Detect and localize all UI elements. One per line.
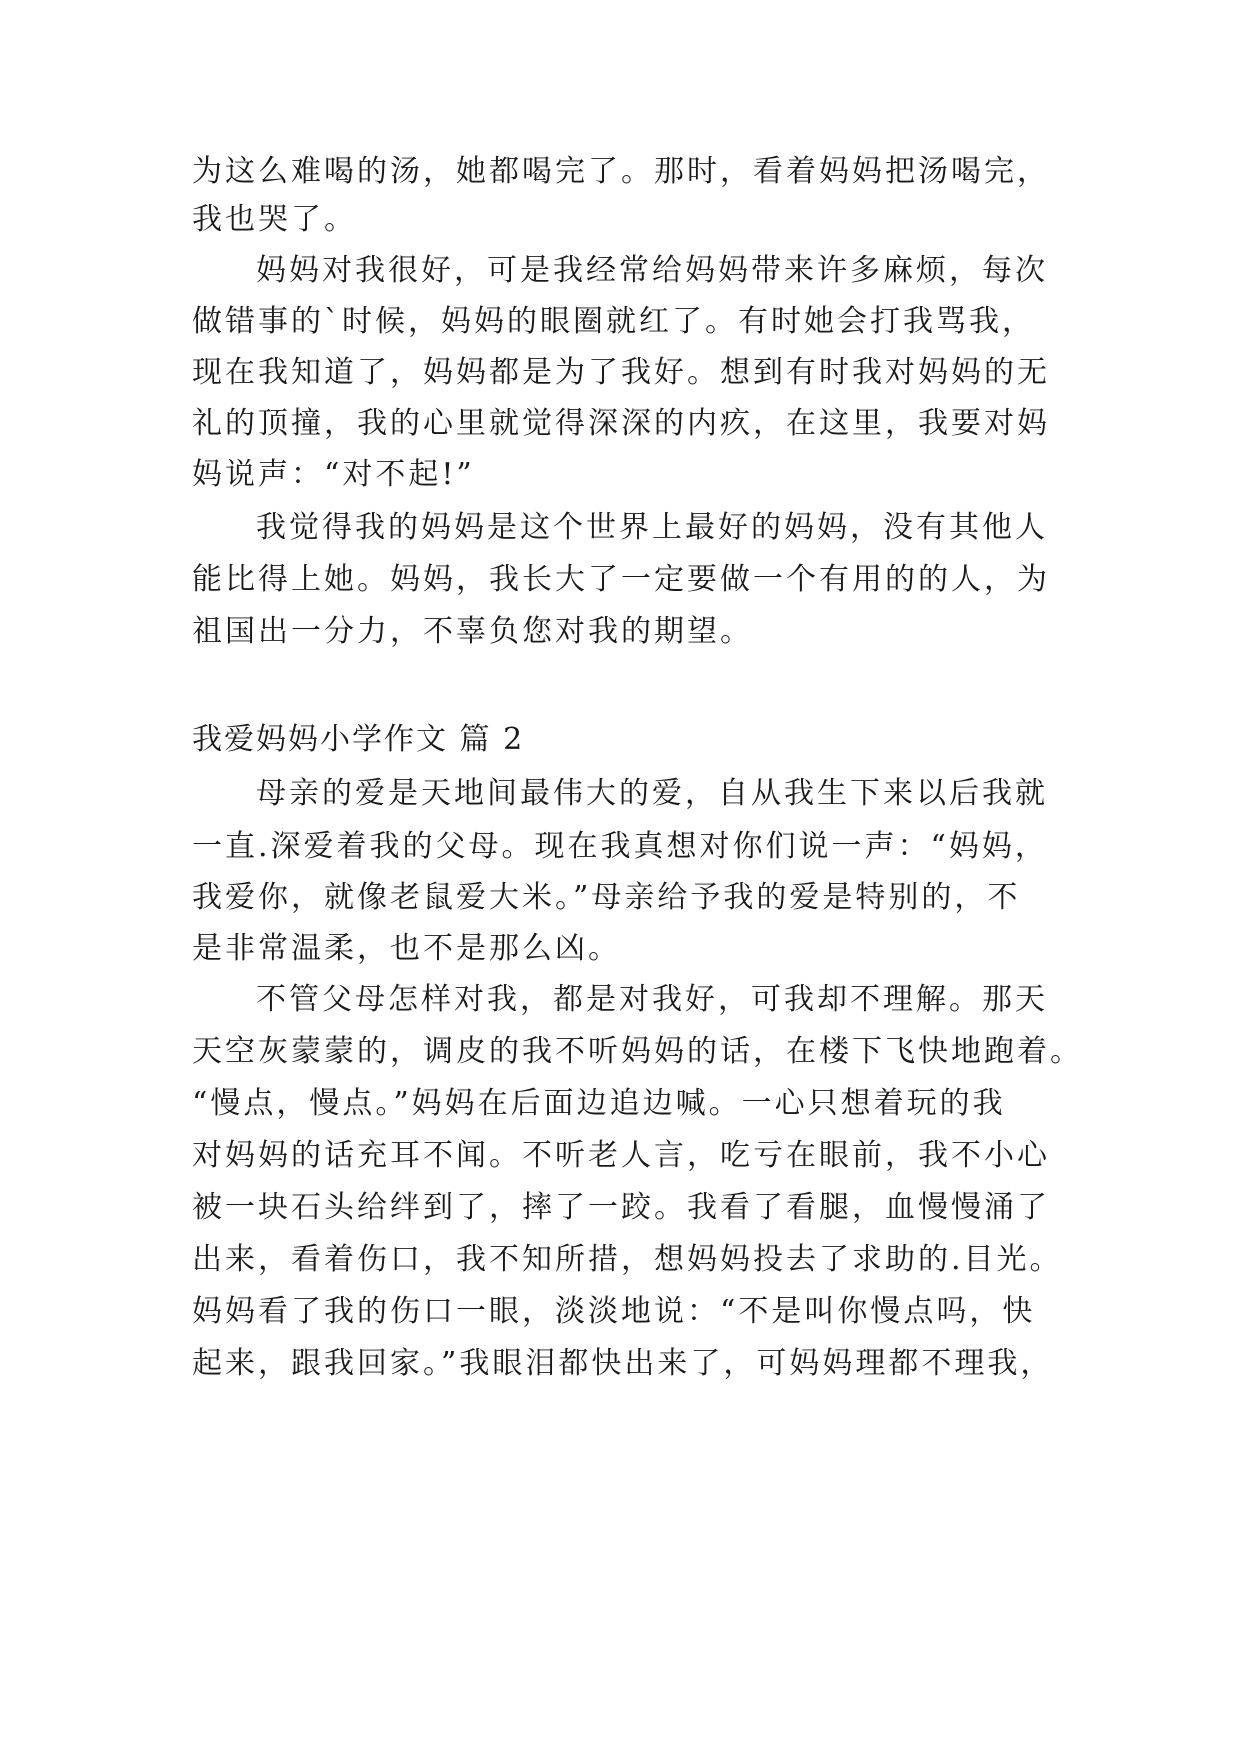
text-line: 妈妈看了我的伤口一眼，淡淡地说：“不是叫你慢点吗，快 <box>192 1294 1036 1329</box>
text-line: 是非常温柔，也不是那么凶。 <box>192 931 621 966</box>
text-line: 现在我知道了，妈妈都是为了我好。想到有时我对妈妈的无 <box>192 355 1050 390</box>
paragraph-first-line: 我觉得我的妈妈是这个世界上最好的妈妈，没有其他人 <box>256 510 1048 545</box>
text-line: 做错事的`时候，妈妈的眼圈就红了。有时她会打我骂我， <box>192 304 1035 339</box>
text-line: 天空灰蒙蒙的，调皮的我不听妈妈的话，在楼下飞快地跑着。 <box>192 1034 1083 1069</box>
text-line: 起来，跟我回家。”我眼泪都快出来了，可妈妈理都不理我， <box>192 1346 1054 1381</box>
text-line: 我爱你，就像老鼠爱大米。”母亲给予我的爱是特别的，不 <box>192 880 1021 915</box>
text-line: 为这么难喝的汤，她都喝完了。那时，看着妈妈把汤喝完， <box>192 154 1050 189</box>
paragraph-first-line: 妈妈对我很好，可是我经常给妈妈带来许多麻烦，每次 <box>256 253 1048 288</box>
text-line: 我也哭了。 <box>192 202 357 237</box>
paragraph-first-line: 不管父母怎样对我，都是对我好，可我却不理解。那天 <box>256 982 1048 1017</box>
text-line: 能比得上她。妈妈，我长大了一定要做一个有用的的人，为 <box>192 562 1050 597</box>
section-title: 我爱妈妈小学作文 篇 2 <box>192 722 525 757</box>
text-line: 对妈妈的话充耳不闻。不听老人言，吃亏在眼前，我不小心 <box>192 1138 1050 1173</box>
text-line: 被一块石头给绊到了，摔了一跤。我看了看腿，血慢慢涌了 <box>192 1190 1050 1225</box>
text-line: 妈说声：“对不起!” <box>192 457 475 492</box>
text-line: “慢点，慢点。”妈妈在后面边追边喊。一心只想着玩的我 <box>192 1086 1006 1121</box>
text-line: 一直.深爱着我的父母。现在我真想对你们说一声：“妈妈， <box>192 829 1048 864</box>
paragraph-first-line: 母亲的爱是天地间最伟大的爱，自从我生下来以后我就 <box>256 776 1048 811</box>
text-line: 礼的顶撞，我的心里就觉得深深的内疚，在这里，我要对妈 <box>192 406 1050 441</box>
text-line: 出来，看着伤口，我不知所措，想妈妈投去了求助的.目光。 <box>192 1242 1063 1277</box>
text-line: 祖国出一分力，不辜负您对我的期望。 <box>192 614 753 649</box>
